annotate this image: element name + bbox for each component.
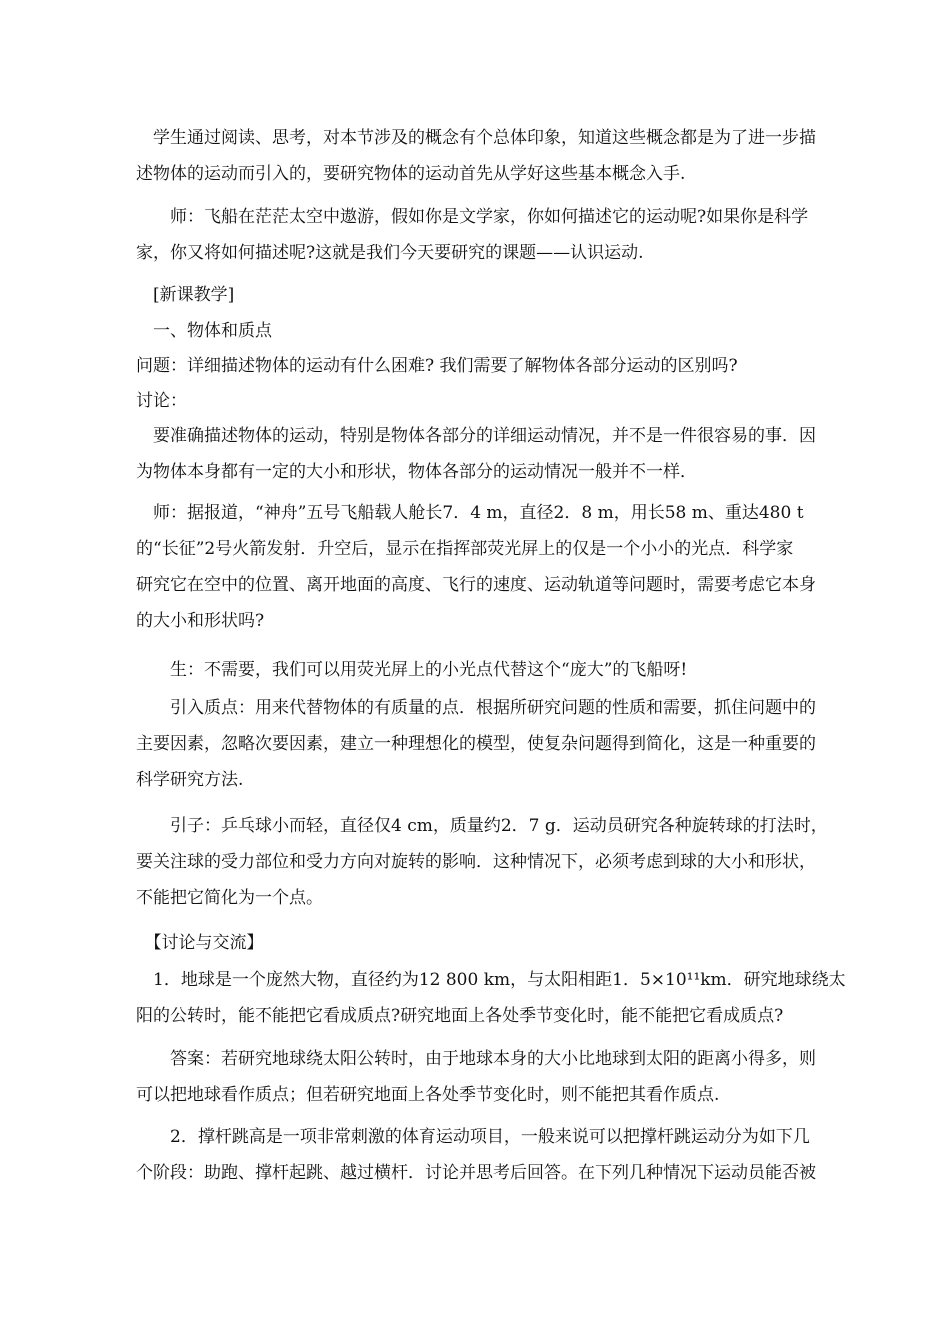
paragraph-earth-answer bbox=[136, 1041, 816, 1113]
paragraph-earth-question bbox=[136, 962, 846, 1034]
text-line: 2．撑杆跳高是一项非常刺激的体育运动项目，一般来说可以把撑杆跳运动分为如下几 bbox=[136, 1127, 810, 1147]
text-line: 引入质点：用来代替物体的有质量的点．根据所研究问题的性质和需要，抓住问题中的 bbox=[136, 698, 816, 718]
text-line: 问题：详细描述物体的运动有什么困难? 我们需要了解物体各部分运动的区别吗? bbox=[136, 356, 738, 376]
paragraph-particle-definition bbox=[136, 690, 816, 798]
text-line: 为物体本身都有一定的大小和形状，物体各部分的运动情况一般并不一样． bbox=[136, 462, 697, 482]
text-line: 的大小和形状吗? bbox=[136, 611, 265, 631]
text-line: 研究它在空中的位置、离开地面的高度、飞行的速度、运动轨道等问题时，需要考虑它本身 bbox=[136, 575, 816, 595]
text-line: 答案：若研究地球绕太阳公转时，由于地球本身的大小比地球到太阳的距离小得多，则 bbox=[136, 1049, 816, 1069]
paragraph-intro bbox=[136, 120, 816, 192]
text-line: 1．地球是一个庞然大物，直径约为12 800 km，与太阳相距1．5×10¹¹km．研究地球绕太 bbox=[136, 970, 846, 990]
paragraph-student-answer bbox=[136, 652, 816, 688]
text-line: 师：飞船在茫茫太空中遨游，假如你是文学家，你如何描述它的运动呢?如果你是科学 bbox=[136, 207, 809, 227]
paragraph-pole-vault bbox=[136, 1119, 816, 1191]
text-line: [新课教学] bbox=[136, 285, 235, 305]
text-line: 可以把地球看作质点；但若研究地面上各处季节变化时，则不能把其看作质点. bbox=[136, 1085, 720, 1105]
text-line: 一、物体和质点 bbox=[136, 321, 272, 341]
text-line: 【讨论与交流】 bbox=[136, 933, 264, 953]
text-line: 讨论： bbox=[136, 391, 187, 411]
text-line: 的“长征”2号火箭发射．升空后，显示在指挥部荧光屏上的仅是一个小小的光点．科学家 bbox=[136, 539, 794, 559]
paragraph-question bbox=[136, 348, 816, 384]
text-line: 述物体的运动而引入的，要研究物体的运动首先从学好这些基本概念入手. bbox=[136, 164, 686, 184]
section-heading-object-and-particle bbox=[136, 313, 816, 349]
text-line: 主要因素，忽略次要因素，建立一种理想化的模型，使复杂问题得到简化，这是一种重要的 bbox=[136, 734, 816, 754]
paragraph-teacher-question bbox=[136, 199, 816, 271]
text-line: 家，你又将如何描述呢?这就是我们今天要研究的课题——认识运动. bbox=[136, 243, 644, 263]
paragraph-discussion bbox=[136, 418, 816, 490]
paragraph-shenzhou bbox=[136, 495, 816, 639]
text-line: 不能把它简化为一个点。 bbox=[136, 888, 323, 908]
paragraph-discussion-label bbox=[136, 383, 816, 419]
section-heading-new-lesson bbox=[136, 277, 816, 313]
text-line: 要准确描述物体的运动，特别是物体各部分的详细运动情况，并不是一件很容易的事．因 bbox=[136, 426, 816, 446]
text-line: 个阶段：助跑、撑杆起跳、越过横杆．讨论并思考后回答。在下列几种情况下运动员能否被 bbox=[136, 1163, 816, 1183]
text-line: 生：不需要，我们可以用荧光屏上的小光点代替这个“庞大”的飞船呀! bbox=[136, 660, 688, 680]
section-heading-discussion bbox=[136, 925, 816, 961]
text-line: 师：据报道，“神舟”五号飞船载人舱长7．4 m，直径2．8 m，用长58 m、重达480 t bbox=[136, 503, 804, 523]
text-line: 引子：乒乓球小而轻，直径仅4 cm，质量约2．7 g．运动员研究各种旋转球的打法时， bbox=[136, 816, 828, 836]
paragraph-ping-pong bbox=[136, 808, 828, 916]
text-line: 科学研究方法. bbox=[136, 770, 244, 790]
text-line: 要关注球的受力部位和受力方向对旋转的影响．这种情况下，必须考虑到球的大小和形状， bbox=[136, 852, 816, 872]
text-line: 学生通过阅读、思考，对本节涉及的概念有个总体印象，知道这些概念都是为了进一步描 bbox=[136, 128, 816, 148]
text-line: 阳的公转时，能不能把它看成质点?研究地面上各处季节变化时，能不能把它看成质点? bbox=[136, 1006, 784, 1026]
